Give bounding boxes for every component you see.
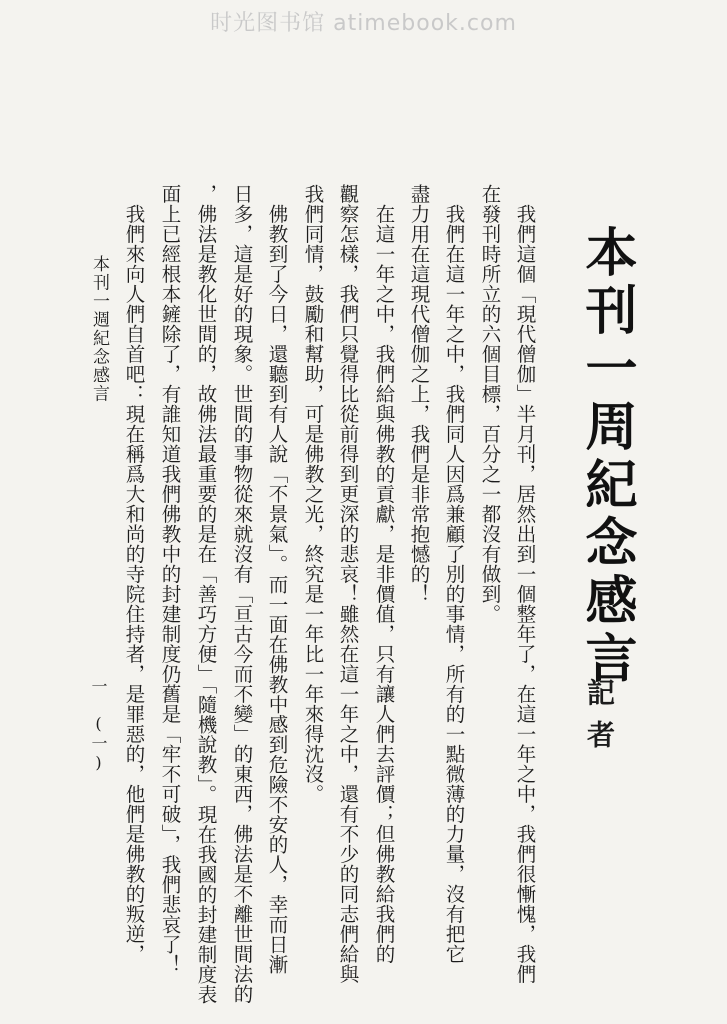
body-line: ，佛法是教化世間的，故佛法最重要的是在「善巧方便」「隨機說教」。現在我國的封建制度表 bbox=[194, 184, 218, 1005]
running-head: 本刊一週紀念感言 bbox=[89, 255, 109, 403]
body-line: 佛教到了今日，還聽到有人說「不景氣」。而一面在佛教中感到危險不安的人，幸而日漸 bbox=[265, 184, 289, 975]
body-line: 盡力用在這現代僧伽之上，我們是非常抱憾的！ bbox=[407, 184, 431, 604]
body-line: 在這一年之中，我們給與佛教的貢獻，是非價值，只有讓人們去評價；但佛教給我們的 bbox=[372, 184, 396, 964]
body-line: 面上已經根本鏟除了，有誰知道我們佛教中的封建制度仍舊是「牢不可破」，我們悲哀了！ bbox=[158, 184, 182, 975]
article-author: 記者 bbox=[583, 678, 616, 762]
body-line: 我們在這一年之中，我們同人因爲兼顧了別的事情，所有的一點微薄的力量，沒有把它 bbox=[442, 184, 466, 964]
body-line: 我們來向人們自首吧：現在稱爲大和尚的寺院住持者，是罪惡的，他們是佛教的叛逆， bbox=[122, 184, 146, 964]
body-line: 我們這個「現代僧伽」半月刊，居然出到一個整年了，在這一年之中，我們很慚愧，我們 bbox=[513, 184, 537, 984]
body-line: 我們同情，鼓勵和幫助，可是佛教之光，終究是一年比一年來得沈沒。 bbox=[301, 184, 325, 804]
body-line: 在發刊時所立的六個目標，百分之一都沒有做到。 bbox=[478, 184, 502, 624]
article-title: 本刊一周紀念感言 bbox=[576, 225, 637, 689]
body-line: 日多，這是好的現象。世間的事物從來就沒有「亘古今而不變」的東西，佛法是不離世間法的 bbox=[230, 184, 254, 1004]
body-line: 觀察怎樣，我們只覺得比從前得到更深的悲哀！雖然在這一年之中，還有不少的同志們給與 bbox=[336, 184, 360, 984]
page-number: 一 (一) bbox=[89, 678, 108, 774]
watermark: 时光图书馆 atimebook.com bbox=[210, 11, 517, 36]
